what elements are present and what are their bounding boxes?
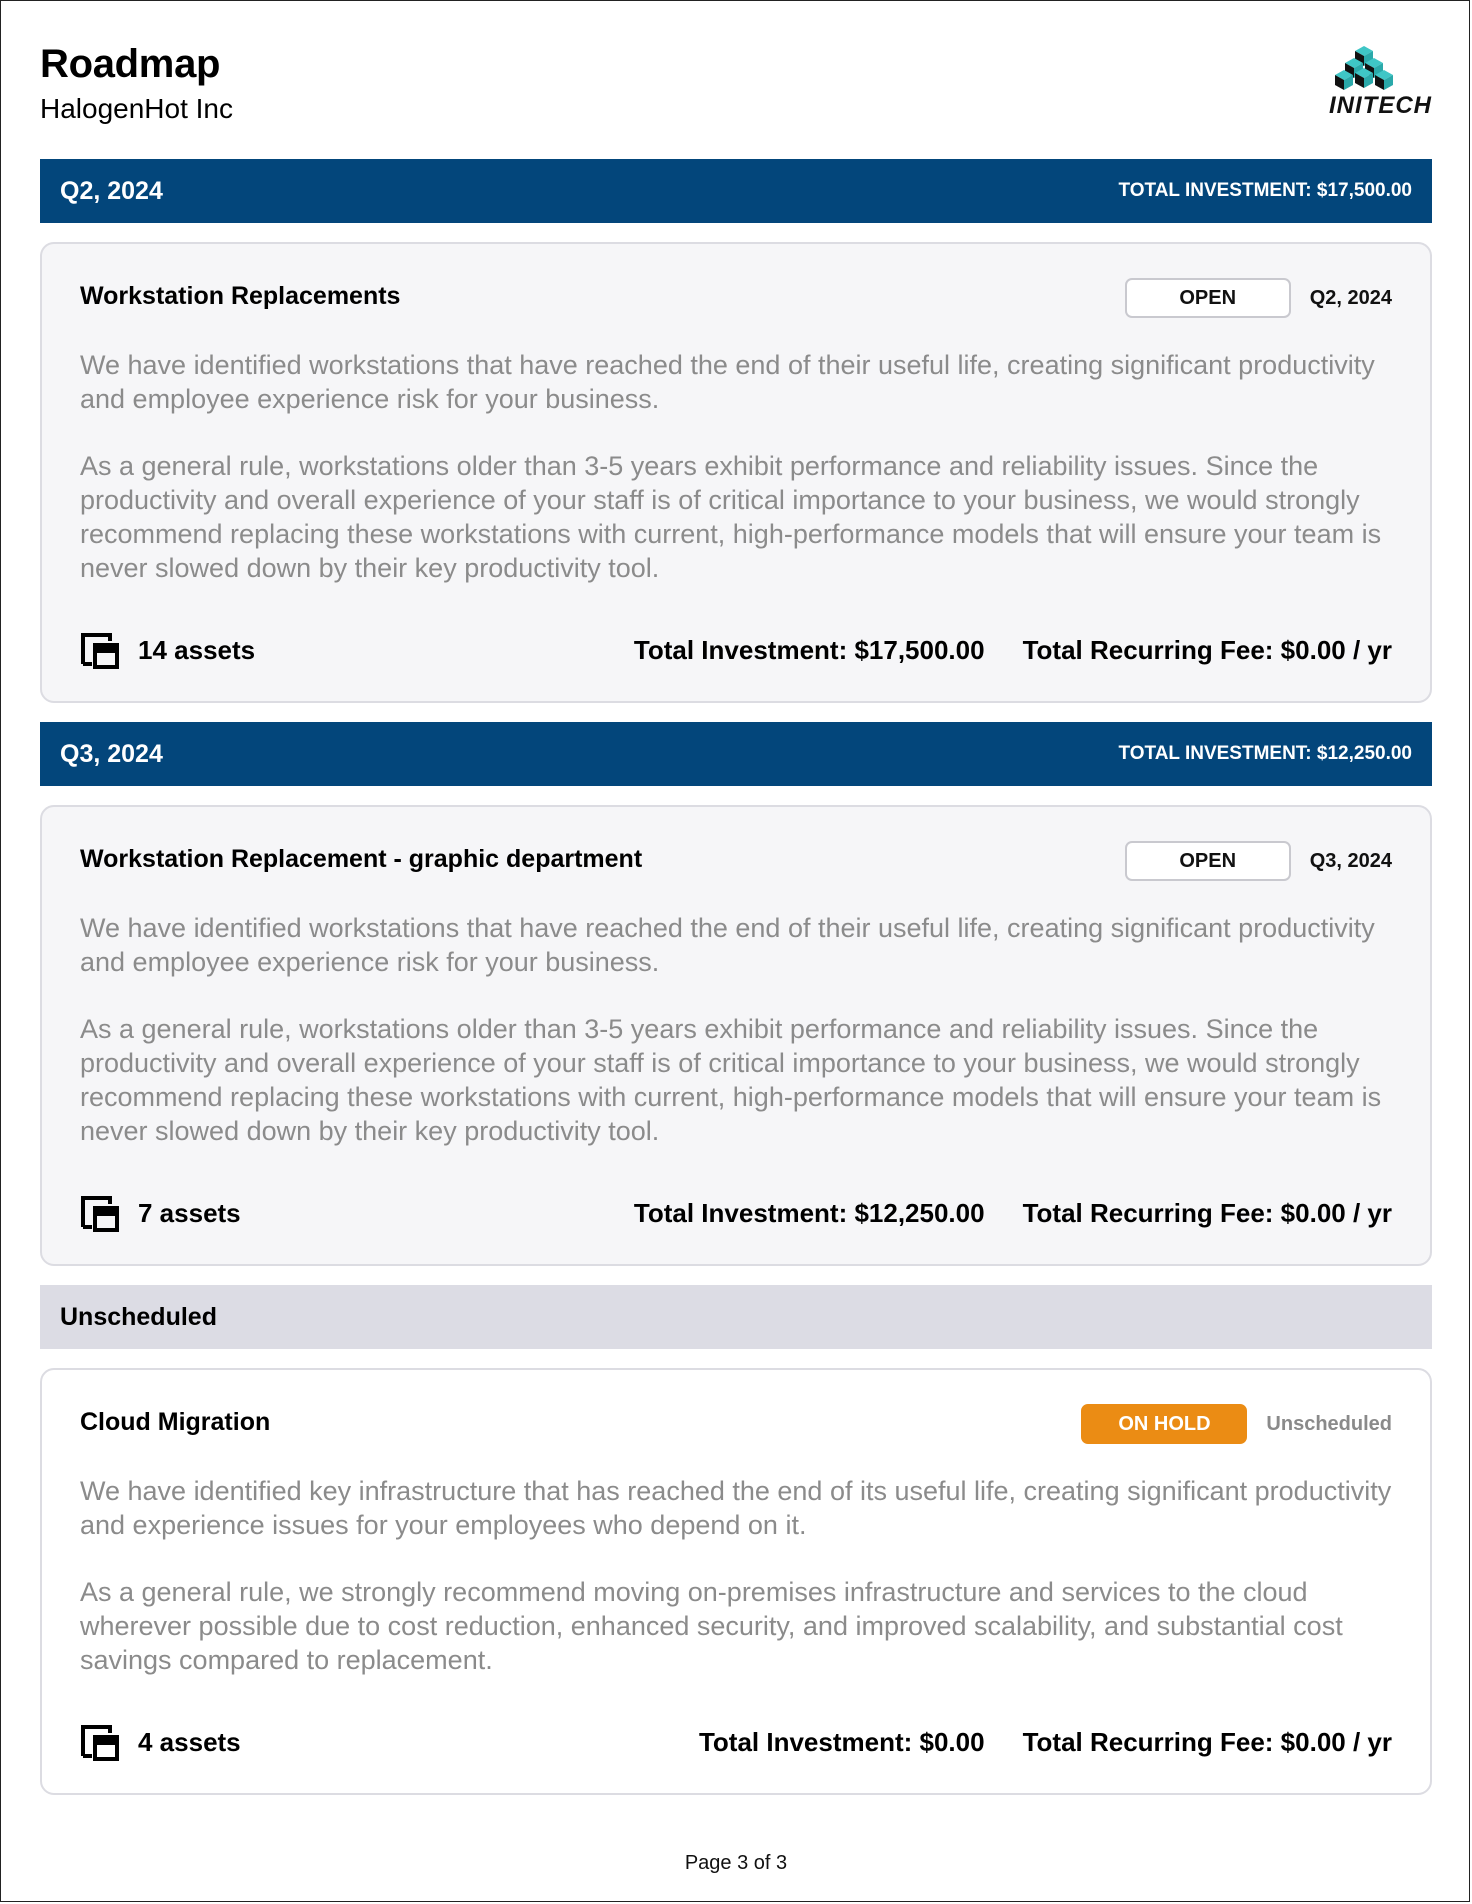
asset-count: 7 assets — [138, 1197, 241, 1228]
total-recurring-fee: Total Recurring Fee: $0.00 / yr — [1022, 1197, 1392, 1228]
card-title: Cloud Migration — [80, 1408, 271, 1436]
card-description-detail: As a general rule, workstations older than 3-5 years exhibit performance and reliability issues. Since the productivity and overall experience of your staff is of critical importance to your business, we would strongly recommend replacing these workstations with current, high-performance models that will ensure your team is never slowed down by their key productivity tool. — [80, 1014, 1382, 1146]
card-date: Unscheduled — [1266, 1412, 1392, 1435]
card-description-detail: As a general rule, workstations older than 3-5 years exhibit performance and reliability issues. Since the productivity and overall experience of your staff is of critical importance to your business, we would strongly recommend replacing these workstations with current, high-performance models that will ensure your team is never slowed down by their key productivity tool. — [80, 451, 1382, 583]
page-title: Roadmap — [40, 42, 221, 86]
total-investment: Total Investment: $0.00 — [698, 1726, 985, 1757]
roadmap-card[interactable] — [40, 1368, 1432, 1795]
asset-devices-icon — [80, 1193, 120, 1233]
quarter-label: Q3, 2024 — [60, 739, 163, 768]
card-totals — [634, 635, 1392, 666]
unscheduled-label: Unscheduled — [60, 1302, 217, 1331]
document-header — [40, 0, 1432, 159]
client-name: HalogenHot Inc — [40, 93, 234, 124]
page-number: Page 3 of 3 — [684, 1852, 788, 1874]
card-totals — [699, 1727, 1392, 1758]
card-meta — [1125, 278, 1392, 318]
status-badge: ON HOLD — [1081, 1404, 1247, 1444]
card-meta — [1081, 1404, 1392, 1444]
total-investment: Total Investment: $12,250.00 — [633, 1197, 985, 1228]
total-investment: Total Investment: $17,500.00 — [633, 634, 985, 665]
company-logo — [1314, 44, 1432, 120]
asset-count: 4 assets — [138, 1726, 241, 1757]
quarter-total-investment: TOTAL INVESTMENT: $17,500.00 — [1118, 180, 1412, 201]
card-description-detail: As a general rule, we strongly recommend moving on-premises infrastructure and services to the cloud wherever possible due to cost reduction, enhanced security, and improved scalability, and substantial cost savings compared to replacement. — [80, 1577, 1343, 1675]
card-description: We have identified key infrastructure that has reached the end of its useful life, creating significant productivity and experience issues for your employees who depend on it. — [80, 1476, 1392, 1540]
card-description: We have identified workstations that have reached the end of their useful life, creating significant productivity and employee experience risk for your business. — [80, 350, 1375, 414]
card-footer — [80, 1148, 1392, 1278]
asset-count: 14 assets — [138, 634, 256, 665]
quarter-header-q2-2024 — [40, 159, 1432, 223]
card-title: Workstation Replacement - graphic department — [80, 845, 643, 873]
card-header — [80, 280, 1392, 326]
asset-summary[interactable] — [80, 1722, 241, 1762]
total-recurring-fee: Total Recurring Fee: $0.00 / yr — [1022, 634, 1392, 665]
asset-devices-icon — [80, 630, 120, 670]
card-meta — [1125, 841, 1392, 881]
initech-cube-logo-icon — [1314, 44, 1432, 94]
roadmap-card[interactable] — [40, 805, 1432, 1266]
card-footer — [80, 1677, 1392, 1807]
card-date: Q2, 2024 — [1309, 286, 1392, 309]
card-totals — [634, 1198, 1392, 1229]
card-header — [80, 1406, 1392, 1452]
quarter-header-q3-2024 — [40, 722, 1432, 786]
quarter-label: Q2, 2024 — [60, 176, 163, 205]
unscheduled-header — [40, 1285, 1432, 1349]
card-date: Q3, 2024 — [1309, 849, 1392, 872]
status-badge: OPEN — [1125, 278, 1291, 318]
logo-text: INITECH — [1329, 92, 1432, 119]
card-description: We have identified workstations that have reached the end of their useful life, creating significant productivity and employee experience risk for your business. — [80, 913, 1375, 977]
status-badge: OPEN — [1125, 841, 1291, 881]
quarter-total-investment: TOTAL INVESTMENT: $12,250.00 — [1118, 743, 1412, 764]
asset-summary[interactable] — [80, 630, 255, 670]
total-recurring-fee: Total Recurring Fee: $0.00 / yr — [1022, 1726, 1392, 1757]
card-footer — [80, 585, 1392, 715]
card-header — [80, 843, 1392, 889]
asset-devices-icon — [80, 1722, 120, 1762]
document — [40, 0, 1432, 1795]
roadmap-card[interactable] — [40, 242, 1432, 703]
asset-summary[interactable] — [80, 1193, 241, 1233]
card-title: Workstation Replacements — [80, 282, 401, 310]
